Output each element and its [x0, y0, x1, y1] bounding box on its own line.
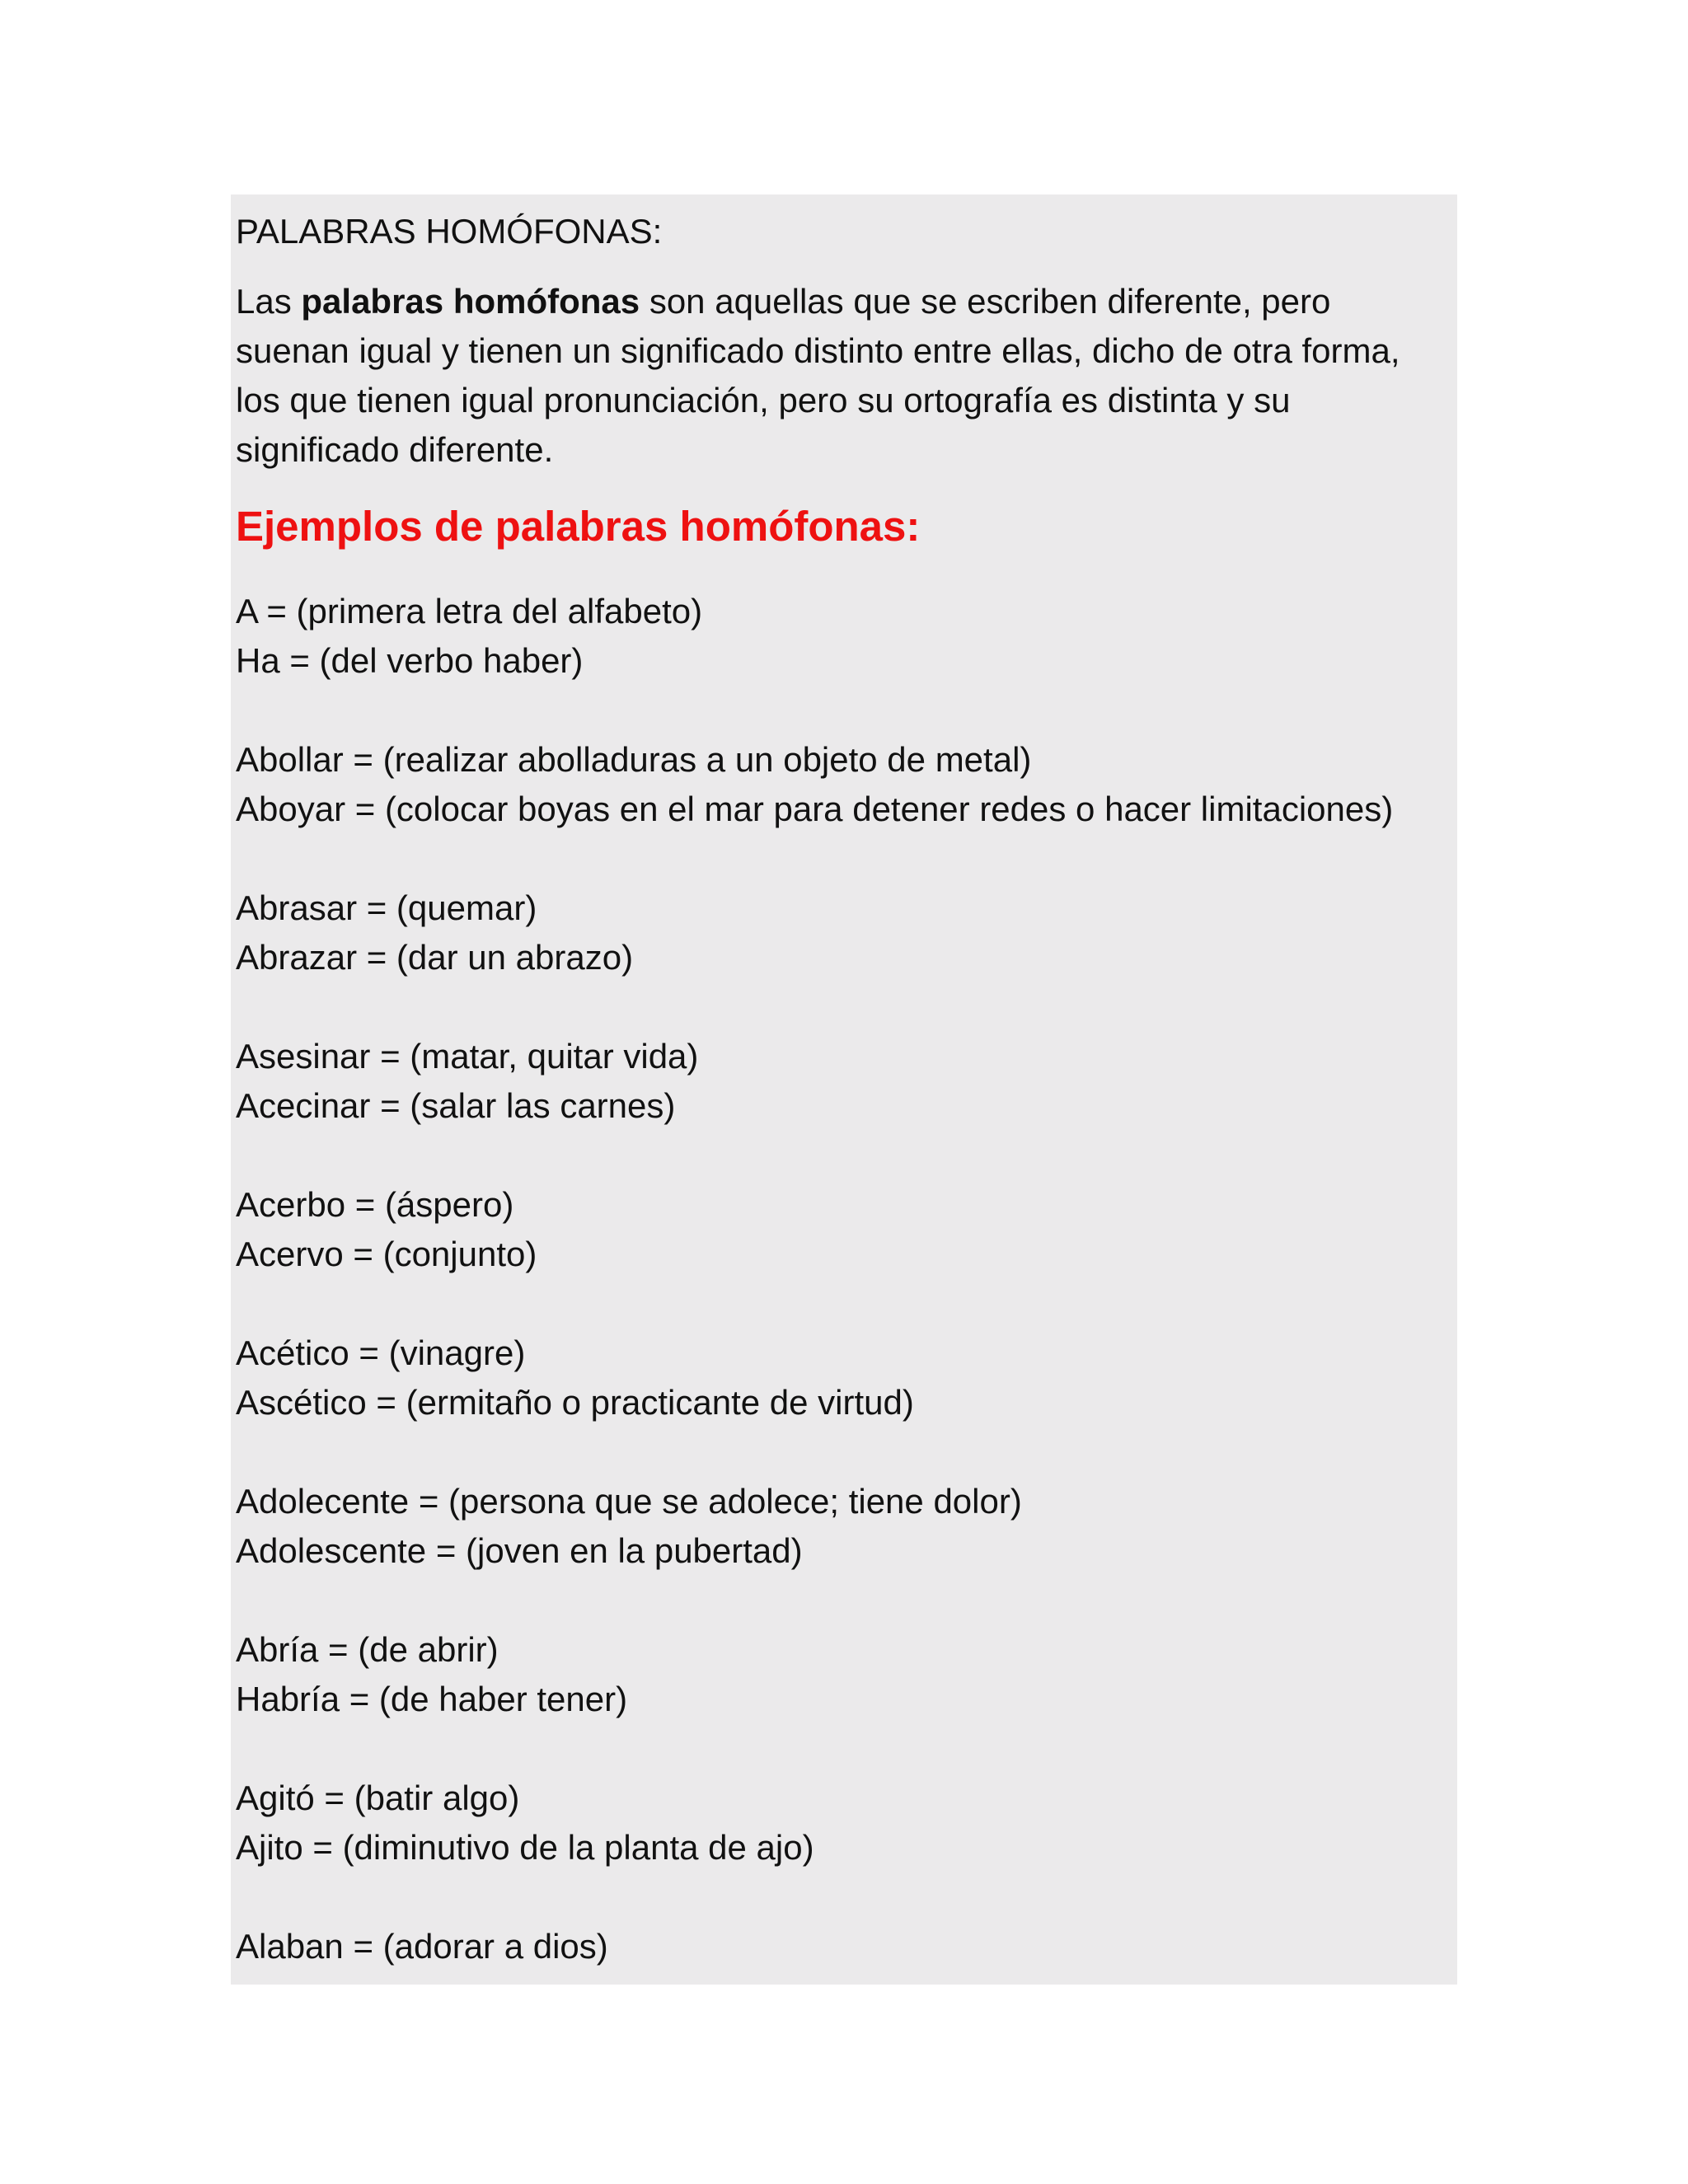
homophone-entry: Adolecente = (persona que se adolece; tiene dolor): [236, 1482, 1022, 1521]
homophone-entry: Asesinar = (matar, quitar vida): [236, 1037, 699, 1076]
homophone-entry: Agitó = (batir algo): [236, 1779, 520, 1817]
homophone-pair: [236, 1922, 1452, 1971]
examples-heading: Ejemplos de palabras homófonas:: [236, 503, 921, 550]
homophone-entry: Abrasar = (quemar): [236, 888, 537, 927]
homophone-entry: Abría = (de abrir): [236, 1630, 499, 1669]
document-text: [236, 194, 1452, 2021]
homophone-pairs-list: [236, 587, 1452, 1971]
page-title: PALABRAS HOMÓFONAS:: [236, 212, 663, 251]
homophone-entry: Acecinar = (salar las carnes): [236, 1086, 676, 1125]
content-box: [231, 194, 1457, 1985]
homophone-pair: [236, 1329, 1452, 1427]
homophone-entry: Habría = (de haber tener): [236, 1680, 628, 1718]
homophone-entry: Ha = (del verbo haber): [236, 641, 584, 680]
intro-rest: son aquellas que se escriben diferente, pero suenan igual y tienen un significado distinto entre ellas, dicho de otra forma, los que tienen igual pronunciación, pero su ortografía es distinta y su significado diferente.: [236, 282, 1400, 469]
homophone-entry: Abollar = (realizar abolladuras a un objeto de metal): [236, 740, 1032, 779]
homophone-pair: [236, 1032, 1452, 1131]
homophone-entry: Ascético = (ermitaño o practicante de virtud): [236, 1383, 914, 1422]
homophone-entry: Aboyar = (colocar boyas en el mar para detener redes o hacer limitaciones): [236, 790, 1394, 828]
homophone-pair: [236, 735, 1452, 834]
homophone-pair: [236, 1774, 1452, 1872]
homophone-pair: [236, 1180, 1452, 1279]
homophone-pair: [236, 1625, 1452, 1724]
homophone-entry: Acerbo = (áspero): [236, 1185, 514, 1224]
homophone-pair: [236, 883, 1452, 982]
homophone-entry: Ajito = (diminutivo de la planta de ajo): [236, 1828, 814, 1867]
homophone-pair: [236, 1477, 1452, 1576]
homophone-entry: A = (primera letra del alfabeto): [236, 592, 703, 630]
intro-bold-term: palabras homófonas: [301, 282, 640, 321]
homophone-pair: [236, 587, 1452, 686]
homophone-entry: Adolescente = (joven en la pubertad): [236, 1531, 803, 1570]
homophone-entry: Acervo = (conjunto): [236, 1235, 537, 1273]
intro-lead: Las: [236, 282, 302, 321]
intro-paragraph: [236, 277, 1452, 475]
homophone-entry: Abrazar = (dar un abrazo): [236, 938, 634, 977]
homophone-entry: Acético = (vinagre): [236, 1333, 526, 1372]
homophone-entry: Alaban = (adorar a dios): [236, 1927, 608, 1966]
